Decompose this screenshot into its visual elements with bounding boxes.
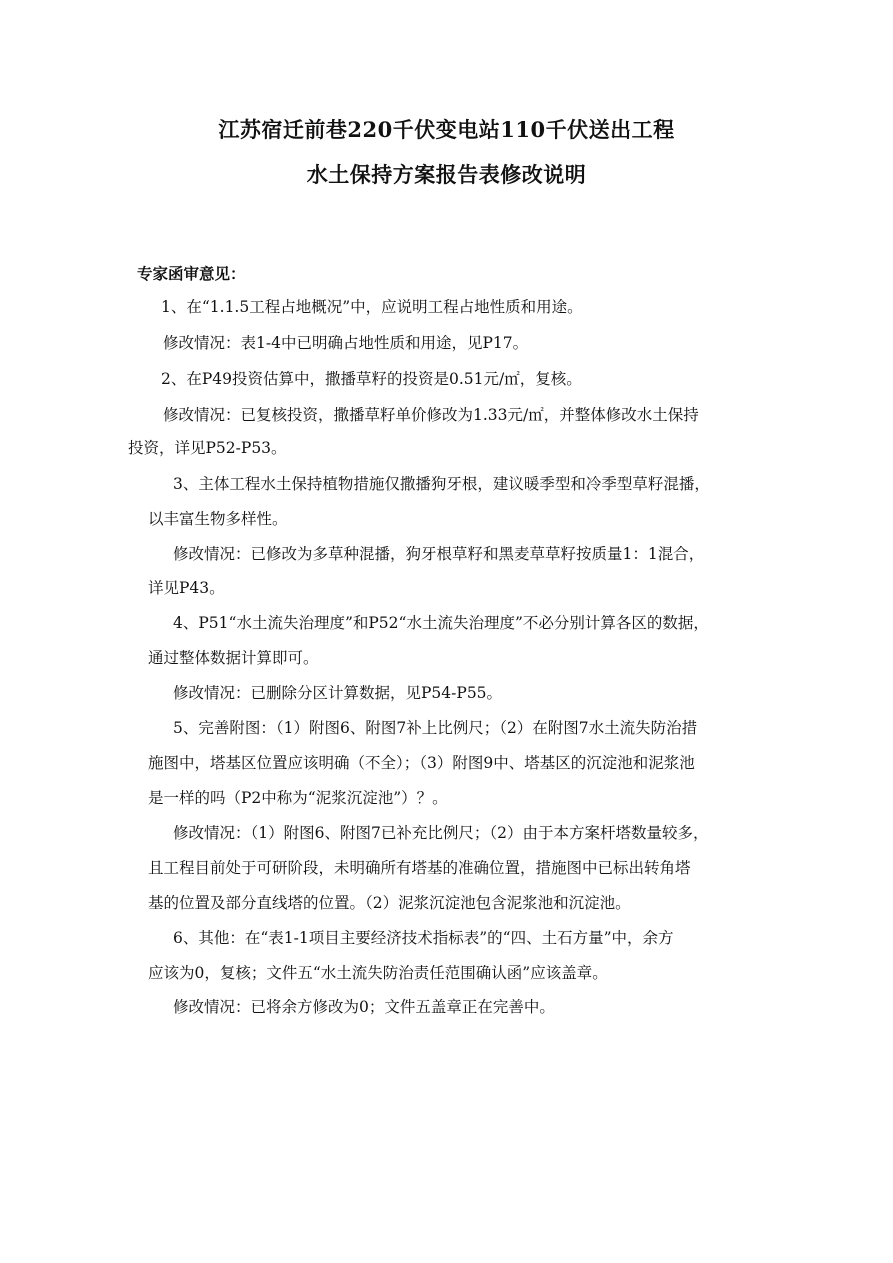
comment-4-line2: 通过整体数据计算即可。: [148, 649, 319, 667]
comment-5-line3: 是一样的吗（P2中称为“泥浆沉淀池”）？。: [148, 789, 448, 807]
comment-4-line1: 4、P51“水土流失治理度”和P52“水土流失治理度”不必分别计算各区的数据，: [173, 614, 709, 632]
comment-6-line1: 6、其他：在“表1-1项目主要经济技术指标表”的“四、土石方量”中，余方: [173, 929, 674, 947]
reply-5-line3: 基的位置及部分直线塔的位置。（2）泥浆沉淀池包含泥浆池和沉淀池。: [148, 894, 631, 912]
comment-5-line2: 施图中，塔基区位置应该明确（不全）；（3）附图9中、塔基区的沉淀池和泥浆池: [148, 754, 695, 772]
reply-3-line2: 详见P43。: [148, 579, 225, 597]
comment-3-line1: 3、主体工程水土保持植物措施仅撒播狗牙根，建议暖季型和冷季型草籽混播，: [173, 475, 710, 493]
reply-3-line1: 修改情况：已修改为多草种混播，狗牙根草籽和黑麦草草籽按质量1：1混合，: [173, 545, 705, 563]
comment-2: 2、在P49投资估算中，撒播草籽的投资是0.51元/㎡，复核。: [161, 370, 582, 388]
reply-5-line1: 修改情况：（1）附图6、附图7已补充比例尺；（2）由于本方案杆塔数量较多，: [173, 824, 709, 842]
document-title-line1: 江苏宿迁前巷220千伏变电站110千伏送出工程: [218, 117, 675, 142]
comment-6-line2: 应该为0，复核；文件五“水土流失防治责任范围确认函”应该盖章。: [148, 964, 608, 982]
reply-4: 修改情况：已删除分区计算数据，见P54-P55。: [173, 684, 503, 702]
reply-5-line2: 且工程目前处于可研阶段，未明确所有塔基的准确位置，措施图中已标出转角塔: [148, 859, 691, 877]
reply-2-line1: 修改情况：已复核投资，撒播草籽单价修改为1.33元/㎡，并整体修改水土保持: [163, 406, 699, 424]
comment-5-line1: 5、完善附图：（1）附图6、附图7补上比例尺；（2）在附图7水土流失防治措: [173, 719, 698, 737]
comment-3-line2: 以丰富生物多样性。: [148, 510, 288, 528]
document-title-line2: 水土保持方案报告表修改说明: [306, 162, 587, 187]
comment-1: 1、在“1.1.5工程占地概况”中，应说明工程占地性质和用途。: [161, 298, 583, 316]
reply-6: 修改情况：已将余方修改为0；文件五盖章正在完善中。: [173, 998, 555, 1016]
reply-2-line2: 投资，详见P52-P53。: [128, 439, 287, 457]
section-heading: 专家函审意见：: [137, 264, 246, 283]
reply-1: 修改情况：表1-4中已明确占地性质和用途，见P17。: [163, 334, 529, 352]
